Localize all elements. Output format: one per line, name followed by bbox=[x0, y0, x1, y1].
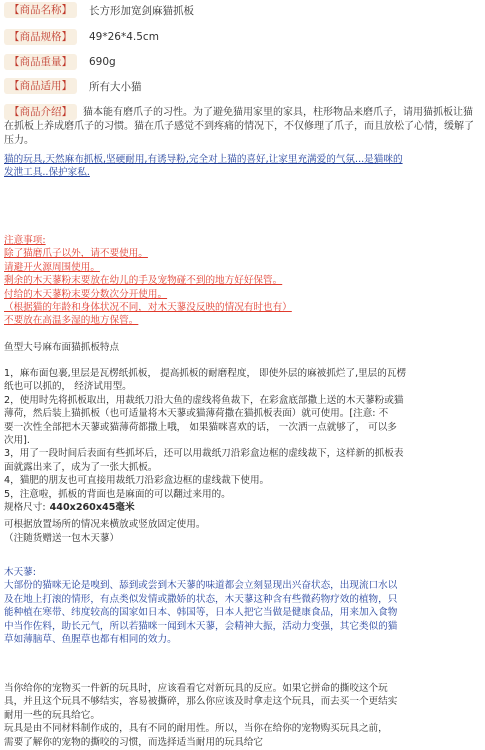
size-value: 440x260x45毫米 bbox=[49, 502, 135, 514]
feature-3-line: 3，用了一段时间后表面有些抓坏后，还可以用裁纸刀沿彩盒边框的虚线裁下，这样新的抓板表 bbox=[4, 448, 404, 460]
feature-1-line: 1，麻布面包裹,里层是瓦楞纸抓板， 提高抓板的耐磨程度， 即使外层的麻被抓烂了,里层的瓦楞 bbox=[4, 368, 407, 379]
product-name-value: 长方形加宽剑麻猫抓板 bbox=[89, 4, 194, 17]
size-spec bbox=[4, 501, 481, 514]
features-list bbox=[4, 367, 481, 545]
promo-text bbox=[4, 153, 481, 180]
gift-note: （注随货赠送一包木天蓼） bbox=[4, 532, 120, 544]
notes-item: （根据猫的年龄和身体状况不同，对木天蓼没反映的情况有时也有） bbox=[4, 302, 292, 314]
feature-5-line: 5，注意啦，抓板的背面也是麻面的可以翻过来用的。 bbox=[4, 488, 231, 500]
product-spec-row bbox=[4, 29, 481, 45]
features-title-block bbox=[4, 341, 481, 354]
notes-title: 注意事项: bbox=[4, 235, 46, 246]
product-intro-label: 【商品介绍】 bbox=[4, 104, 77, 120]
notes-item: 请避开火源周围使用。 bbox=[4, 261, 100, 273]
feature-3-line: 面就露出来了，成为了一张大抓板。 bbox=[4, 461, 158, 473]
closing-para-1-line: 耐用一些的玩具给它。 bbox=[4, 709, 100, 721]
notes-item: 付给的木天蓼粉末要分数次分开使用。 bbox=[4, 288, 168, 300]
closing-para-2-line: 需要了解你的宠物的撕咬的习惯，而选择适当耐用的玩具给它 bbox=[4, 736, 264, 748]
product-weight-label: 【商品重量】 bbox=[4, 54, 77, 70]
promo-line-1: 猫的玩具,天然麻布抓板,坚硬耐用,有诱导粉,完全对上猫的喜好,让家里充满爱的气氛...是猫咪的 bbox=[4, 154, 403, 165]
product-weight-row bbox=[4, 54, 481, 70]
product-intro bbox=[4, 104, 479, 147]
product-intro-text: 猫本能有磨爪子的习性。为了避免猫用家里的家具，柱形物品来磨爪子，请用猫抓板让猫在抓板上养成磨爪子的习惯。猫在爪子感觉不到疼痛的情况下，不仅修理了爪子，而且放松了心情，缓解了压力。 bbox=[4, 107, 474, 146]
closing-para-2-line: 玩具是由不同材料制作成的，具有不同的耐用性。所以，当你在给你的宠物购买玩具之前， bbox=[4, 723, 388, 735]
matatabi-section bbox=[4, 566, 481, 646]
product-suitable-value: 所有大小猫 bbox=[89, 80, 142, 93]
matatabi-line: 及在地上打滚的情形，有点类似发情或撒娇的状态，木天蓼这种含有些微药物疗效的植物，只 bbox=[4, 593, 398, 605]
matatabi-line: 能种植在寒带、纬度较高的国家如日本、韩国等，日本人把它当做是健康食品，用来加入食物 bbox=[4, 607, 398, 619]
size-label: 规格尺寸: bbox=[4, 502, 46, 514]
notes-item: 除了猫磨爪子以外，请不要使用。 bbox=[4, 248, 148, 260]
matatabi-line: 草如薄脑草、鱼腥草也都有相同的效力。 bbox=[4, 634, 177, 646]
feature-2-line: 要一次性全部把木天蓼或猫薄荷都撒上哦， 如果猫咪喜欢的话， 一次洒一点就够了， 可以多 bbox=[4, 421, 397, 433]
product-suitable-label: 【商品适用】 bbox=[4, 78, 77, 94]
closing-para-1-line: 当你给你的宠物买一件新的玩具时，应该看看它对新玩具的反应。如果它拼命的撕咬这个玩 bbox=[4, 683, 388, 694]
feature-2-line: 2，使用时先将抓板取出，用裁纸刀沿大鱼的虚线将鱼裁下，在彩盒底部撒上送的木天蓼粉或猫 bbox=[4, 394, 404, 406]
closing-para-1-line: 具，并且这个玩具不够结实，容易被撕碎，那么你应该及时拿走这个玩具，而去买一个更结实 bbox=[4, 696, 398, 708]
closing-section bbox=[4, 682, 481, 749]
feature-2-line: 次用]. bbox=[4, 435, 30, 447]
product-spec-value: 49*26*4.5cm bbox=[89, 31, 159, 43]
notes-item: 剩余的木天蓼粉末要放在幼儿的手及宠物碰不到的地方好好保管。 bbox=[4, 275, 283, 287]
matatabi-line: 中当作佐料，助长元气，所以若猫咪一闻到木天蓼，会精神大振，活动力变强，其它类似的猫 bbox=[4, 620, 398, 632]
matatabi-line: 大部份的猫咪无论是嗅到、舔到或尝到木天蓼的味道都会立刻显现出兴奋状态，出现流口水以 bbox=[4, 580, 398, 592]
promo-line-2: 发泄工具..保护家私. bbox=[4, 167, 90, 179]
notes-section bbox=[4, 234, 481, 328]
feature-2-line: 薄荷，然后装上猫抓板（也可适量将木天蓼或猫薄荷撒在猫抓板表面）就可使用。[注意: 不 bbox=[4, 408, 389, 420]
features-title: 鱼型大号麻布面猫抓板特点 bbox=[4, 342, 120, 353]
notes-item: 不要放在高温多湿的地方保管。 bbox=[4, 315, 139, 327]
product-name-label: 【商品名称】 bbox=[4, 2, 77, 18]
feature-4-line: 4，猫肥的朋友也可直接用裁纸刀沿彩盒边框的虚线裁下使用。 bbox=[4, 475, 270, 487]
matatabi-title: 木天蓼: bbox=[4, 567, 37, 578]
product-name-row bbox=[4, 2, 481, 18]
product-weight-value: 690g bbox=[89, 56, 116, 68]
product-spec-label: 【商品规格】 bbox=[4, 29, 77, 45]
place-note: 可根据放置场所的情况来横放或竖放固定使用。 bbox=[4, 519, 206, 531]
product-suitable-row bbox=[4, 78, 481, 94]
feature-1-line: 纸也可以抓的， 经济试用型。 bbox=[4, 381, 132, 393]
